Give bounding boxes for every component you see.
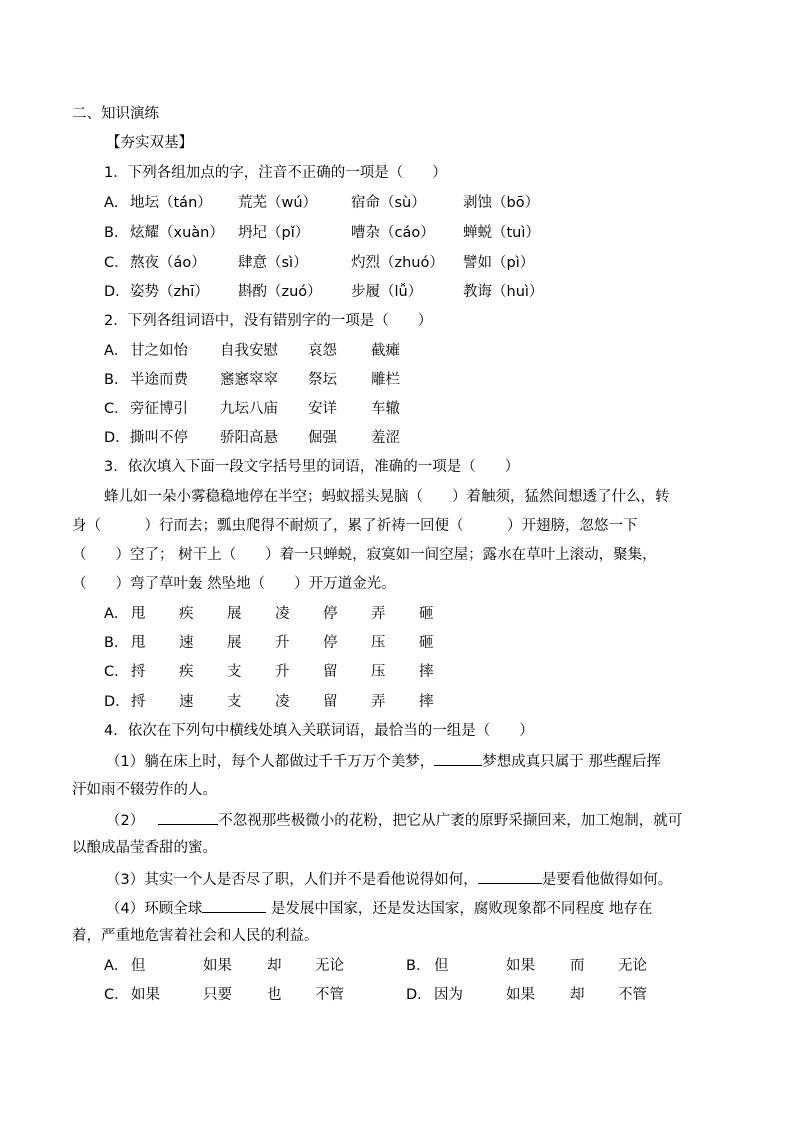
option-label: C．	[104, 987, 129, 1003]
option-label: B．	[104, 372, 129, 388]
option-item: 截瘫	[371, 343, 400, 359]
option-item: 半途而费	[130, 372, 188, 388]
option-item: 不管	[618, 987, 647, 1003]
q3-passage-line: （ ）弯了草叶轰 然坠地（ ）开万道金光。	[72, 576, 396, 592]
q3-passage-line: （ ）空了； 树干上（ ）着一只蝉蜕，寂寞如一间空屋；露水在草叶上滚动，聚集，	[72, 547, 657, 563]
option-item: 教诲（huì）	[463, 284, 544, 300]
option-item: 无论	[315, 958, 344, 974]
option-label: A．	[104, 606, 129, 622]
option-label: B．	[406, 958, 431, 974]
section-subtitle: 【夯实双基】	[106, 135, 193, 151]
q3-stem: 3．依次填入下面一段文字括号里的词语，准确的一项是（ ）	[104, 459, 520, 475]
q1-option-a	[0, 193, 794, 213]
option-item: 车辙	[371, 401, 400, 417]
option-item: 蝉蜕（tuì）	[463, 225, 540, 241]
option-item: 嘈杂（cáo）	[351, 225, 435, 241]
option-item: 支	[227, 664, 242, 680]
fill-blank	[202, 897, 266, 913]
option-item: 倔强	[308, 430, 337, 446]
option-label: D．	[406, 987, 432, 1003]
option-item: 摔	[419, 694, 434, 710]
option-item: 摔	[419, 664, 434, 680]
option-item: 剥蚀（bō）	[463, 195, 540, 211]
q1-option-c	[0, 253, 794, 273]
option-item: 羞涩	[371, 430, 400, 446]
option-label: C．	[104, 255, 129, 271]
q3-option-a	[0, 604, 794, 624]
option-item: 骄阳高悬	[220, 430, 278, 446]
q3-option-d	[0, 692, 794, 712]
option-item: 肆意（sì）	[238, 255, 308, 271]
q4-sentence-2	[106, 809, 682, 831]
option-item: 也	[267, 987, 282, 1003]
option-item: 旁征博引	[130, 401, 188, 417]
option-item: 捋	[131, 664, 146, 680]
option-label: A．	[104, 343, 129, 359]
option-item: 步履（lǚ）	[351, 284, 423, 300]
q2-option-d	[0, 428, 794, 448]
option-item: 如果	[506, 987, 535, 1003]
q4-sentence-3	[106, 868, 672, 890]
section-title: 二、知识演练	[72, 106, 159, 122]
sentence-text: （4）环顾全球	[106, 901, 203, 917]
option-item: 留	[323, 694, 338, 710]
option-item: 弄	[371, 694, 386, 710]
option-item: 地坛（tán）	[130, 195, 212, 211]
q4-sentence-4-cont: 着，严重地危害着社会和人民的利益。	[72, 928, 319, 944]
option-item: 压	[371, 664, 386, 680]
sentence-text: 是要看他做得如何。	[541, 872, 673, 888]
option-item: 但	[131, 958, 146, 974]
option-label: C．	[104, 401, 129, 417]
sentence-text: （1）躺在床上时，每个人都做过千千万万个美梦，	[106, 754, 435, 770]
option-item: 速	[179, 694, 194, 710]
option-item: 如果	[203, 958, 232, 974]
option-item: 砸	[419, 635, 434, 651]
option-label: B．	[104, 225, 129, 241]
option-item: 速	[179, 635, 194, 651]
option-item: 姿势（zhī）	[130, 284, 209, 300]
option-item: 停	[323, 635, 338, 651]
q2-option-a	[0, 341, 794, 361]
option-item: 祭坛	[308, 372, 337, 388]
fill-blank	[478, 868, 542, 884]
option-item: 无论	[618, 958, 647, 974]
q2-option-c	[0, 399, 794, 419]
sentence-text: 是发展中国家，还是发达国家，腐败现象都不同程度 地存在	[266, 901, 653, 917]
option-item: 哀怨	[308, 343, 337, 359]
option-label: D．	[104, 430, 130, 446]
q4-sentence-4	[106, 897, 652, 919]
option-label: D．	[104, 284, 130, 300]
option-item: 疾	[179, 606, 194, 622]
option-item: 荒芜（wú）	[238, 195, 318, 211]
option-item: 炫耀（xuàn）	[130, 225, 224, 241]
option-item: 斟酌（zuó）	[238, 284, 322, 300]
option-item: 却	[570, 987, 585, 1003]
option-item: 宿命（sù）	[351, 195, 426, 211]
q4-sentence-1	[106, 750, 661, 772]
option-item: 如果	[131, 987, 160, 1003]
option-item: 自我安慰	[220, 343, 278, 359]
option-item: 熬夜（áo）	[130, 255, 206, 271]
option-item: 只要	[203, 987, 232, 1003]
option-item: 弄	[371, 606, 386, 622]
option-item: 譬如（pì）	[463, 255, 535, 271]
option-item: 甩	[131, 606, 146, 622]
option-item: 停	[323, 606, 338, 622]
option-item: 留	[323, 664, 338, 680]
option-item: 坍圮（pǐ）	[238, 225, 310, 241]
option-item: 支	[227, 694, 242, 710]
option-item: 不管	[315, 987, 344, 1003]
option-item: 甩	[131, 635, 146, 651]
fill-blank	[434, 750, 482, 766]
q1-stem: 1．下列各组加点的字，注音不正确的一项是（ ）	[104, 165, 447, 181]
option-label: A．	[104, 958, 129, 974]
option-item: 凌	[275, 606, 290, 622]
q3-option-c	[0, 662, 794, 682]
option-item: 窸窸窣窣	[220, 372, 278, 388]
option-item: 雕栏	[371, 372, 400, 388]
q2-option-b	[0, 370, 794, 390]
sentence-text: 不忽视那些极微小的花粉，把它从广袤的原野采撷回来，加工炮制，就可	[218, 813, 683, 829]
option-label: D．	[104, 694, 130, 710]
fill-blank	[158, 809, 218, 825]
option-item: 却	[267, 958, 282, 974]
option-item: 砸	[419, 606, 434, 622]
option-item: 升	[275, 664, 290, 680]
option-item: 九坛八庙	[220, 401, 278, 417]
sentence-text: （3）其实一个人是否尽了职，人们并不是看他说得如何，	[106, 872, 478, 888]
option-label: B．	[104, 635, 129, 651]
q4-option-d	[0, 985, 794, 1005]
q4-option-b	[0, 956, 794, 976]
q1-option-b	[0, 223, 794, 243]
sentence-text: （2）	[106, 813, 145, 829]
option-item: 展	[227, 606, 242, 622]
q2-stem: 2．下列各组词语中，没有错别字的一项是（ ）	[104, 313, 433, 329]
option-item: 灼烈（zhuó）	[351, 255, 444, 271]
sentence-text: 梦想成真只属于 那些醒后挥	[482, 754, 661, 770]
q3-passage-line: 身（ ）行而去；瓢虫爬得不耐烦了，累了祈祷一回便（ ）开翅膀，忽悠一下	[72, 518, 638, 534]
option-item: 捋	[131, 694, 146, 710]
option-item: 因为	[434, 987, 463, 1003]
option-item: 但	[434, 958, 449, 974]
option-label: A．	[104, 195, 129, 211]
q4-stem: 4．依次在下列句中横线处填入关联词语，最恰当的一组是（ ）	[104, 723, 534, 739]
option-label: C．	[104, 664, 129, 680]
option-item: 安详	[308, 401, 337, 417]
option-item: 撕叫不停	[130, 430, 188, 446]
q1-option-d	[0, 282, 794, 302]
q3-passage-line: 蜂儿如一朵小雾稳稳地停在半空；蚂蚁摇头晃脑（ ）着触须，猛然间想透了什么，转	[104, 489, 670, 505]
option-item: 甘之如怡	[130, 343, 188, 359]
option-item: 压	[371, 635, 386, 651]
option-item: 展	[227, 635, 242, 651]
q3-option-b	[0, 633, 794, 653]
q4-sentence-1-cont: 汗如雨不辍劳作的人。	[72, 782, 217, 798]
option-item: 疾	[179, 664, 194, 680]
option-item: 而	[570, 958, 585, 974]
option-item: 凌	[275, 694, 290, 710]
option-item: 如果	[506, 958, 535, 974]
option-item: 升	[275, 635, 290, 651]
q4-sentence-2-cont: 以酿成晶莹香甜的蜜。	[72, 840, 217, 856]
